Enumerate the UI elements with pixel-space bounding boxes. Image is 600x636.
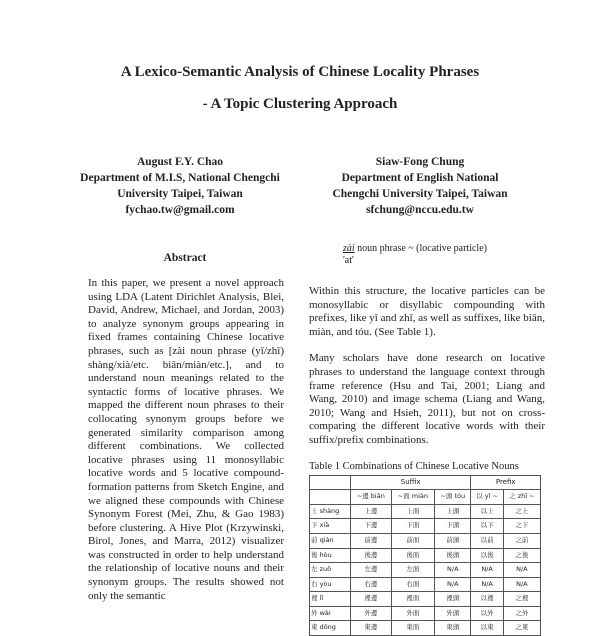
abstract-body: In this paper, we present a novel approach using LDA (Latent Dirichlet Analysis, Blei, David, Andrew, Michael, and Jordan, 2003) to analyze synonym groups appearing in fixed frames containing Chinese locative phrases, such as [zài noun phrase (yǐ/zhī) shàng/xià/etc. biān/miàn/etc.], and to understand noun meanings related to the syntactic forms of locative phrases. We mapped the different noun phrases to their collocating synonym groups before we generated similarity comparison among different combinations. We collected locative phrases using 11 monosyllabic locative words and 5 locative compound-formation patterns from Sketch Engine, and we aligned these compounds with Chinese Synonym Forest (Mei, Zhu, & Gao 1983) before clustering. A Hive Plot (Krzywinski, Birol, Jones, and Marra, 2012) visualizer was constructed in order to help understand the relationship of locative nouns and their synonym groups. The results showed not only the semantic (88, 277, 284, 602)
table-row-label: 外 wài (310, 606, 351, 621)
table-cell: 以下 (471, 519, 503, 534)
table-row-label: 右 yòu (310, 577, 351, 592)
table-column-header: 以 yǐ ~ (471, 490, 503, 505)
table-cell: 後邊 (350, 548, 391, 563)
table-cell: 之外 (503, 606, 540, 621)
table-corner (310, 475, 351, 490)
table-cell: 以東 (471, 621, 503, 636)
table-row (310, 563, 541, 578)
table-cell: 外邊 (350, 606, 391, 621)
table-cell: 裡面 (391, 592, 435, 607)
abstract-heading: Abstract (163, 252, 207, 264)
author-block-1 (60, 154, 300, 218)
table-cell: 後頭 (435, 548, 471, 563)
table-cell: 以裡 (471, 592, 503, 607)
table-cell: 前頭 (435, 533, 471, 548)
author-affiliation: University Taipei, Taiwan (117, 188, 243, 200)
table-column-header: ~邊 biān (350, 490, 391, 505)
table-header-row (310, 490, 541, 505)
table-row (310, 533, 541, 548)
paper-title: A Lexico-Semantic Analysis of Chinese Locality Phrases (120, 64, 480, 80)
table-row (310, 606, 541, 621)
table-cell: N/A (471, 563, 503, 578)
table-cell: 之前 (503, 533, 540, 548)
author-affiliation: Department of M.I.S, National Chengchi (80, 172, 280, 184)
author-block-2 (300, 154, 540, 218)
paragraph: Within this structure, the locative particles can be monosyllabic or disyllabic compounding with prefixes, like yǐ and zhī, as well as suffixes, like biān, miàn, and tóu. (See Table 1). (309, 285, 545, 338)
author-email: sfchung@nccu.edu.tw (366, 204, 474, 216)
table-column-header: ~頭 tóu (435, 490, 471, 505)
table-cell: 外面 (391, 606, 435, 621)
table-row-label: 上 shàng (310, 504, 351, 519)
author-affiliation: Chengchi University Taipei, Taiwan (332, 188, 508, 200)
table-cell: 東邊 (350, 621, 391, 636)
table-cell: N/A (503, 563, 540, 578)
table-row-label: 後 hòu (310, 548, 351, 563)
table-row-label: 裡 lǐ (310, 592, 351, 607)
table-group-prefix: Prefix (471, 475, 541, 490)
right-column (309, 243, 545, 636)
table-cell: 下面 (391, 519, 435, 534)
table-cell: N/A (435, 563, 471, 578)
paper-subtitle: - A Topic Clustering Approach (202, 96, 398, 112)
table-cell: 上邊 (350, 504, 391, 519)
author-name: Siaw-Fong Chung (375, 156, 465, 168)
formula-rest: noun phrase ~ (locative particle) (354, 243, 487, 254)
table-row-label: 東 dōng (310, 621, 351, 636)
table-cell: 以前 (471, 533, 503, 548)
author-name: August F.Y. Chao (136, 156, 224, 168)
table-row (310, 621, 541, 636)
table-cell: 之上 (503, 504, 540, 519)
table-column-header: 之 zhī ~ (503, 490, 540, 505)
table-cell: 東面 (391, 621, 435, 636)
locative-table (309, 475, 541, 636)
table-group-row (310, 475, 541, 490)
paragraph: Many scholars have done research on locative phrases to understand the language context through frame reference (Hsu and Tai, 2001; Liang and Wang, 2010) and image schema (Liang and Wang, 2010; Wang and Hsieh, 2011), but not on cross-comparing the different locative words with their suffix/prefix combinations. (309, 352, 545, 446)
table-row (310, 548, 541, 563)
table-cell: 下邊 (350, 519, 391, 534)
table-group-suffix: Suffix (350, 475, 470, 490)
table-cell: 之東 (503, 621, 540, 636)
table-cell: 之下 (503, 519, 540, 534)
table-cell: 以外 (471, 606, 503, 621)
table-row (310, 519, 541, 534)
table-cell: 裡邊 (350, 592, 391, 607)
table-cell: 左邊 (350, 563, 391, 578)
table-cell: 左面 (391, 563, 435, 578)
formula-zai: zài (343, 243, 355, 254)
table-cell: 之裡 (503, 592, 540, 607)
table-cell: 前面 (391, 533, 435, 548)
table-cell: 右邊 (350, 577, 391, 592)
table-cell: 以上 (471, 504, 503, 519)
table-caption: Table 1 Combinations of Chinese Locative Nouns (309, 460, 519, 472)
table-cell: 外頭 (435, 606, 471, 621)
table-row-label: 前 qián (310, 533, 351, 548)
table-cell: 上面 (391, 504, 435, 519)
table-row (310, 504, 541, 519)
table-cell: 之後 (503, 548, 540, 563)
table-cell: 右面 (391, 577, 435, 592)
table-cell: N/A (435, 577, 471, 592)
table-row-label: 左 zuǒ (310, 563, 351, 578)
table-cell: N/A (471, 577, 503, 592)
author-affiliation: Department of English National (341, 172, 499, 184)
author-email: fychao.tw@gmail.com (125, 204, 235, 216)
table-cell: N/A (503, 577, 540, 592)
formula-gloss: 'at' (343, 255, 354, 266)
locative-frame-formula (343, 243, 545, 267)
table-cell: 後面 (391, 548, 435, 563)
table-cell: 東頭 (435, 621, 471, 636)
table-cell: 以後 (471, 548, 503, 563)
table-cell: 裡頭 (435, 592, 471, 607)
table-cell: 上頭 (435, 504, 471, 519)
table-corner (310, 490, 351, 505)
table-row (310, 592, 541, 607)
table-cell: 下頭 (435, 519, 471, 534)
table-row (310, 577, 541, 592)
table-row-label: 下 xià (310, 519, 351, 534)
table-cell: 前邊 (350, 533, 391, 548)
table-column-header: ~面 miàn (391, 490, 435, 505)
